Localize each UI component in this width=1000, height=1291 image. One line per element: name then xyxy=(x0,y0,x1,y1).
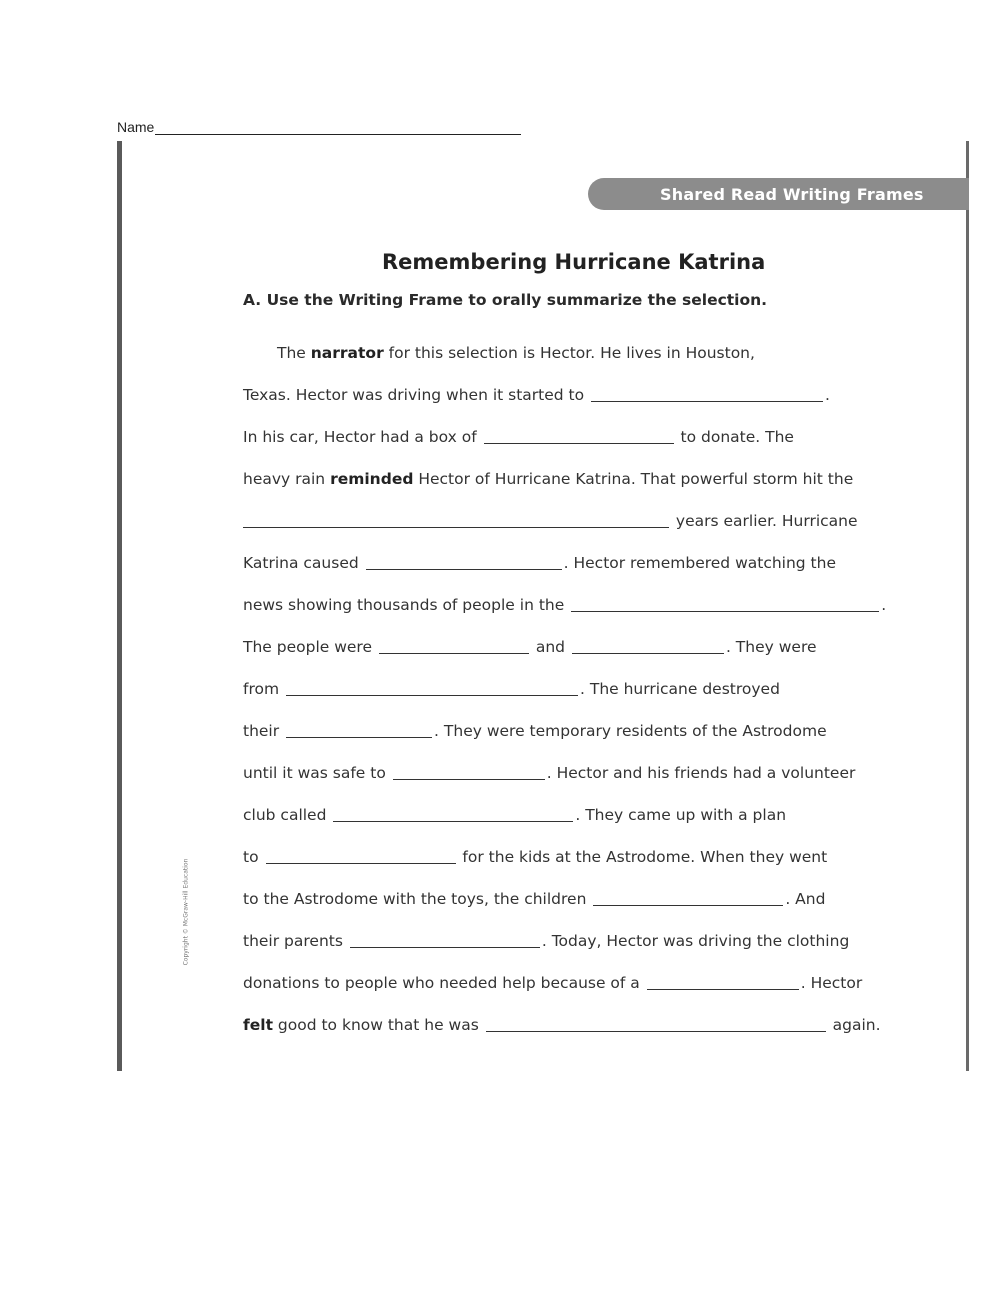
frame-line-6 xyxy=(243,548,836,572)
frame-line-15 xyxy=(243,926,849,950)
frame-line-8 xyxy=(243,632,817,656)
worksheet-instruction: A. Use the Writing Frame to orally summarize the selection. xyxy=(243,291,768,309)
line-text: . xyxy=(825,386,830,404)
frame-line-16 xyxy=(243,968,862,992)
frame-line-2 xyxy=(243,380,830,404)
right-border-rule xyxy=(966,141,969,1071)
line-text: again. xyxy=(827,1016,881,1034)
frame-line-7 xyxy=(243,590,886,614)
answer-blank[interactable] xyxy=(393,761,545,780)
answer-blank[interactable] xyxy=(572,635,724,654)
line-text: . And xyxy=(785,890,826,908)
frame-line-13 xyxy=(243,842,827,866)
answer-blank[interactable] xyxy=(286,719,432,738)
answer-blank[interactable] xyxy=(593,887,783,906)
line-text: and xyxy=(530,638,570,656)
answer-blank[interactable] xyxy=(591,383,823,402)
name-label: Name xyxy=(117,119,155,135)
vocab-word: reminded xyxy=(330,470,414,488)
line-text: The people were xyxy=(243,638,377,656)
line-text: news showing thousands of people in the xyxy=(243,596,570,614)
line-text: to donate. The xyxy=(675,428,794,446)
copyright-notice: Copyright © McGraw-Hill Education xyxy=(182,858,190,966)
line-text: until it was safe to xyxy=(243,764,391,782)
line-text: heavy rain xyxy=(243,470,331,488)
line-text: . The hurricane destroyed xyxy=(580,680,780,698)
line-text: . Hector xyxy=(800,974,863,992)
frame-line-12 xyxy=(243,800,786,824)
frame-line-5 xyxy=(243,506,858,530)
line-text: . They were xyxy=(725,638,817,656)
answer-blank[interactable] xyxy=(333,803,573,822)
line-text: for this selection is Hector. He lives in Houston, xyxy=(383,344,755,362)
answer-blank[interactable] xyxy=(350,929,540,948)
line-text: years earlier. Hurricane xyxy=(671,512,858,530)
line-text: . Hector and his friends had a volunteer xyxy=(546,764,856,782)
frame-line-17 xyxy=(243,1010,881,1034)
name-field[interactable] xyxy=(117,119,521,135)
line-text: Hector of Hurricane Katrina. That powerful storm hit the xyxy=(413,470,854,488)
answer-blank[interactable] xyxy=(366,551,562,570)
answer-blank[interactable] xyxy=(486,1013,826,1032)
answer-blank[interactable] xyxy=(286,677,578,696)
line-text: good to know that he was xyxy=(272,1016,484,1034)
line-text: club called xyxy=(243,806,332,824)
line-text: their xyxy=(243,722,285,740)
line-text: Katrina caused xyxy=(243,554,364,572)
line-text: from xyxy=(243,680,284,698)
line-text: . They were temporary residents of the Astrodome xyxy=(434,722,827,740)
answer-blank[interactable] xyxy=(266,845,456,864)
line-text: The xyxy=(277,344,311,362)
frame-line-3 xyxy=(243,422,794,446)
line-text: to the Astrodome with the toys, the children xyxy=(243,890,592,908)
answer-blank[interactable] xyxy=(571,593,879,612)
frame-line-10 xyxy=(243,716,827,740)
line-text: Texas. Hector was driving when it started to xyxy=(243,386,590,404)
frame-line-4 xyxy=(243,464,853,488)
frame-line-14 xyxy=(243,884,825,908)
section-banner xyxy=(588,178,969,210)
left-border-rule xyxy=(117,141,122,1071)
line-text: donations to people who needed help because of a xyxy=(243,974,645,992)
banner-label: Shared Read Writing Frames xyxy=(660,184,924,204)
line-text: to xyxy=(243,848,264,866)
vocab-word: felt xyxy=(243,1016,273,1034)
frame-line-9 xyxy=(243,674,780,698)
line-text: . Today, Hector was driving the clothing xyxy=(541,932,850,950)
line-text: In his car, Hector had a box of xyxy=(243,428,482,446)
line-text: for the kids at the Astrodome. When they went xyxy=(457,848,828,866)
line-text: their parents xyxy=(243,932,348,950)
vocab-word: narrator xyxy=(310,344,384,362)
line-text: . Hector remembered watching the xyxy=(563,554,836,572)
name-underline[interactable] xyxy=(155,120,521,135)
answer-blank[interactable] xyxy=(647,971,799,990)
worksheet-title: Remembering Hurricane Katrina xyxy=(382,250,766,274)
frame-line-11 xyxy=(243,758,855,782)
line-text: . xyxy=(881,596,887,614)
answer-blank[interactable] xyxy=(379,635,529,654)
answer-blank[interactable] xyxy=(484,425,674,444)
line-text: . They came up with a plan xyxy=(575,806,787,824)
answer-blank[interactable] xyxy=(243,509,669,528)
frame-line-1 xyxy=(243,338,755,362)
